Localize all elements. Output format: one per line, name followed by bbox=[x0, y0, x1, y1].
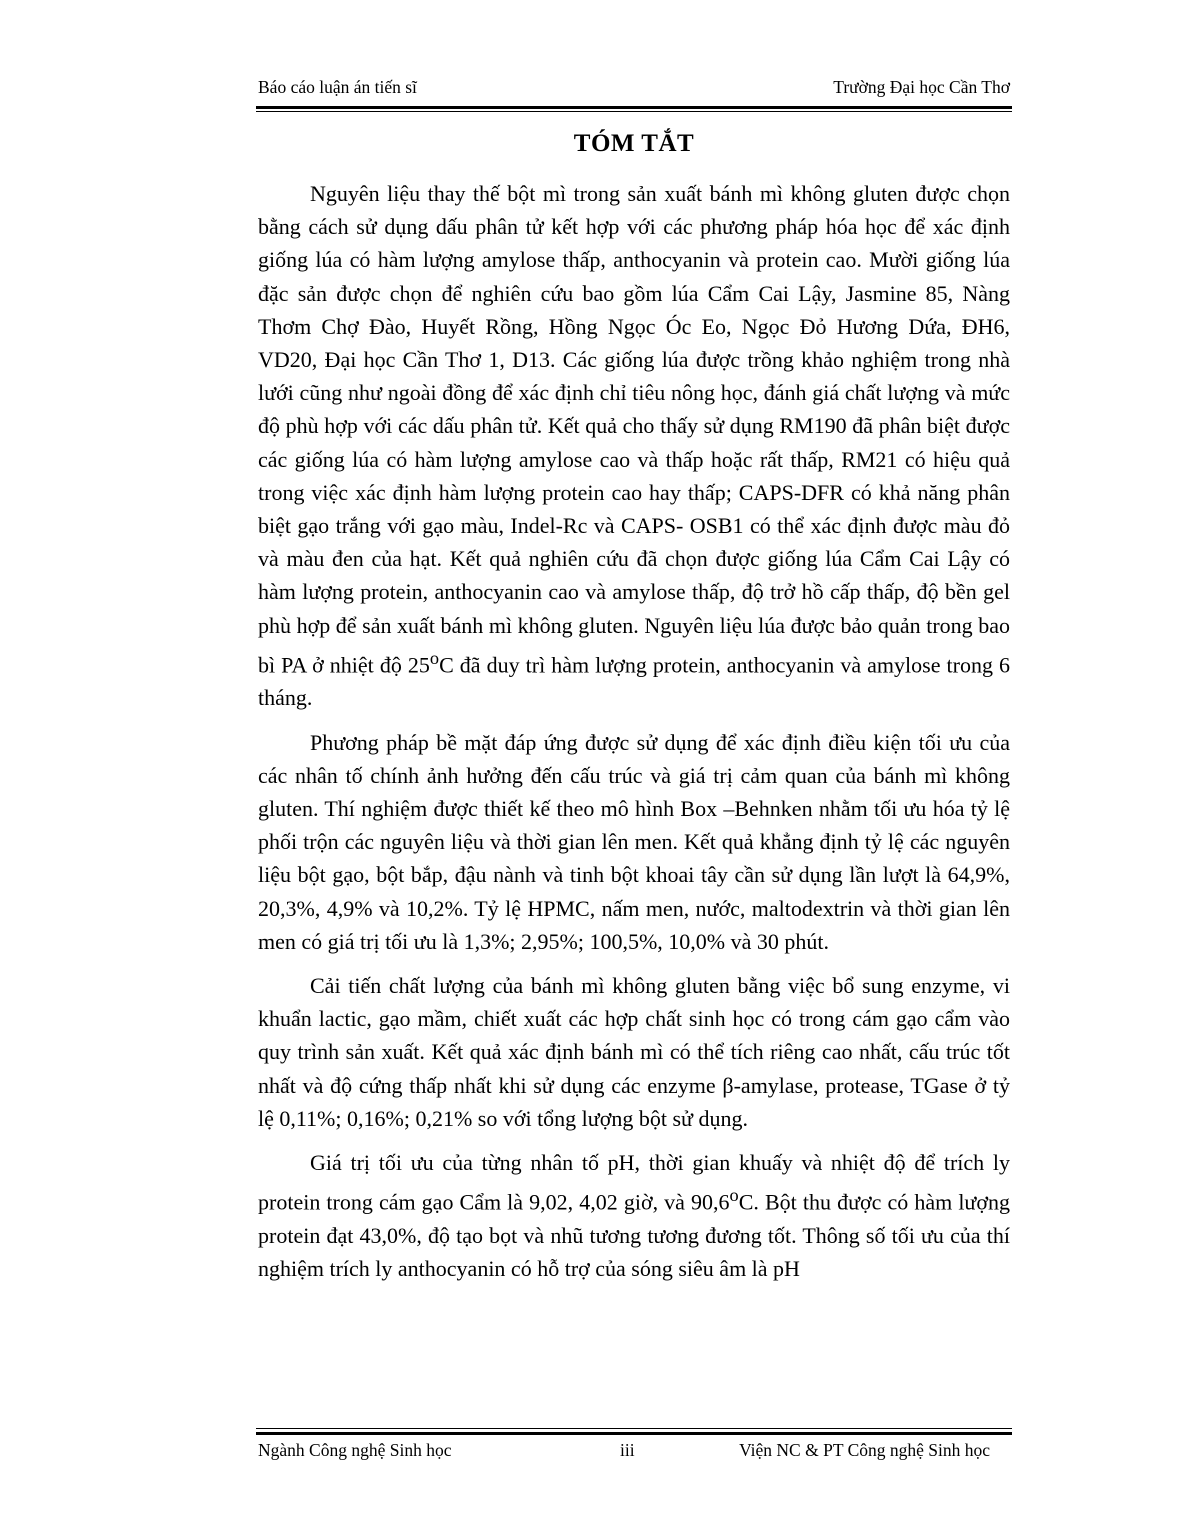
footer-rule-thick bbox=[256, 1432, 1012, 1435]
paragraph-4-text-b: C. Bột thu được có hàm lượng protein đạt 43,0%, độ tạo bọt và nhũ tương tương đương tốt. Thông số tối ưu của thí nghiệm trích ly anthocyanin có hỗ trợ của sóng siêu âm là pH bbox=[258, 1189, 1010, 1281]
header-rule-thin bbox=[256, 111, 1012, 112]
paragraph-4 bbox=[258, 1146, 1010, 1285]
paragraph-1-text-a: Nguyên liệu thay thế bột mì trong sản xuất bánh mì không gluten được chọn bằng cách sử dụng dấu phân tử kết hợp với các phương pháp hóa học để xác định giống lúa có hàm lượng amylose thấp, anthocyanin và protein cao. Mười giống lúa đặc sản được chọn để nghiên cứu bao gồm lúa Cẩm Cai Lậy, Jasmine 85, Nàng Thơm Chợ Đào, Huyết Rồng, Hồng Ngọc Óc Eo, Ngọc Đỏ Hương Dứa, ĐH6, VD20, Đại học Cần Thơ 1, D13. Các giống lúa được trồng khảo nghiệm trong nhà lưới cũng như ngoài đồng để xác định chỉ tiêu nông học, đánh giá chất lượng và mức độ phù hợp với các dấu phân tử. Kết quả cho thấy sử dụng RM190 đã phân biệt được các giống lúa có hàm lượng amylose cao và thấp hoặc rất thấp, RM21 có hiệu quả trong việc xác định hàm lượng protein cao hay thấp; CAPS-DFR có khả năng phân biệt gạo trắng với gạo màu, Indel-Rc và CAPS- OSB1 có thể xác định được màu đỏ và màu đen của hạt. Kết quả nghiên cứu đã chọn được giống lúa Cẩm Cai Lậy có hàm lượng protein, anthocyanin cao và amylose thấp, độ trở hồ cấp thấp, độ bền gel phù hợp để sản xuất bánh mì không gluten. Nguyên liệu lúa được bảo quản trong bao bì PA ở nhiệt độ 25 bbox=[258, 181, 1010, 678]
paragraph-2: Phương pháp bề mặt đáp ứng được sử dụng để xác định điều kiện tối ưu của các nhân tố chính ảnh hưởng đến cấu trúc và giá trị cảm quan của bánh mì không gluten. Thí nghiệm được thiết kế theo mô hình Box –Behnken nhằm tối ưu hóa tỷ lệ phối trộn các nguyên liệu và thời gian lên men. Kết quả khẳng định tỷ lệ các nguyên liệu bột gạo, bột bắp, đậu nành và tinh bột khoai tây cần sử dụng lần lượt là 64,9%, 20,3%, 4,9% và 10,2%. Tỷ lệ HPMC, nấm men, nước, maltodextrin và thời gian lên men có giá trị tối ưu là 1,3%; 2,95%; 100,5%, 10,0% và 30 phút. bbox=[258, 729, 1010, 954]
page-title: TÓM TẮT bbox=[573, 130, 695, 157]
footer-institute-label: Viện NC & PT Công nghệ Sinh học bbox=[739, 1440, 990, 1460]
degree-superscript: o bbox=[729, 1185, 739, 1206]
page-header bbox=[258, 72, 1010, 102]
footer-major-label: Ngành Công nghệ Sinh học bbox=[258, 1440, 452, 1460]
degree-superscript: o bbox=[429, 647, 440, 668]
paragraph-4-text-a: Giá trị tối ưu của từng nhân tố pH, thời gian khuấy và nhiệt độ để trích ly protein trong cám gạo Cẩm là 9,02, 4,02 giờ, và 90,6 bbox=[258, 1150, 1010, 1215]
page-number: iii bbox=[620, 1440, 635, 1460]
header-university-label: Trường Đại học Cần Thơ bbox=[833, 77, 1010, 97]
header-rule-thick bbox=[256, 106, 1012, 109]
paragraph-3: Cải tiến chất lượng của bánh mì không gluten bằng việc bổ sung enzyme, vi khuẩn lactic, gạo mầm, chiết xuất các hợp chất sinh học có trong cám gạo cẩm vào quy trình sản xuất. Kết quả xác định bánh mì có thể tích riêng cao nhất, cấu trúc tốt nhất và độ cứng thấp nhất khi sử dụng các enzyme β-amylase, protease, TGase ở tỷ lệ 0,11%; 0,16%; 0,21% so với tổng lượng bột sử dụng. bbox=[258, 973, 1010, 1131]
paragraph-1-text-b: C đã duy trì hàm lượng protein, anthocyanin và amylose trong 6 tháng. bbox=[258, 652, 1011, 711]
header-report-label: Báo cáo luận án tiến sĩ bbox=[258, 77, 417, 97]
footer-rule-thin bbox=[256, 1428, 1012, 1429]
page-footer bbox=[258, 1440, 1010, 1470]
abstract-body bbox=[258, 177, 1010, 1296]
paragraph-1 bbox=[258, 177, 1010, 715]
